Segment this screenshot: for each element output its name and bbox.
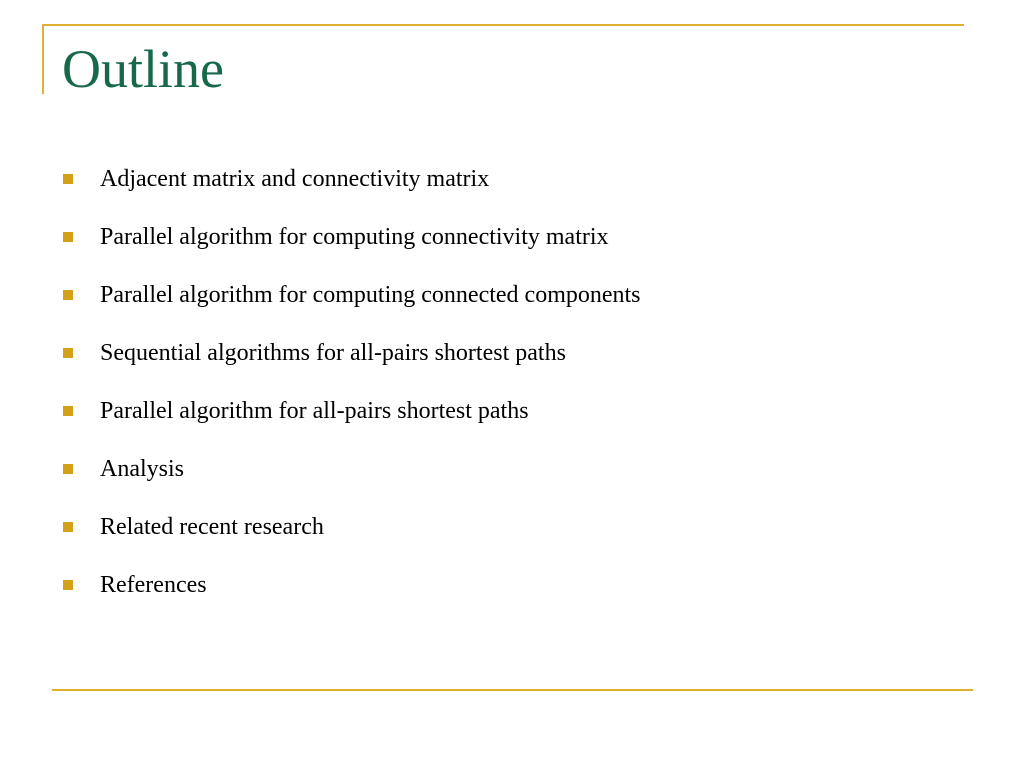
bullet-text: Analysis bbox=[100, 455, 184, 482]
frame-top-rule bbox=[42, 24, 964, 26]
bullet-item bbox=[63, 324, 641, 382]
bullet-item bbox=[63, 208, 641, 266]
square-bullet-icon bbox=[63, 406, 73, 416]
frame-bottom-rule bbox=[52, 689, 973, 691]
bullet-item bbox=[63, 150, 641, 208]
bullet-list bbox=[63, 150, 641, 614]
bullet-item bbox=[63, 440, 641, 498]
bullet-item bbox=[63, 498, 641, 556]
bullet-text: Parallel algorithm for computing connected components bbox=[100, 281, 641, 308]
bullet-text: References bbox=[100, 571, 207, 598]
slide-title: Outline bbox=[62, 39, 224, 99]
square-bullet-icon bbox=[63, 232, 73, 242]
bullet-text: Adjacent matrix and connectivity matrix bbox=[100, 165, 490, 192]
bullet-text: Related recent research bbox=[100, 513, 324, 540]
frame-left-rule bbox=[42, 24, 44, 94]
square-bullet-icon bbox=[63, 174, 73, 184]
bullet-item bbox=[63, 382, 641, 440]
bullet-text: Parallel algorithm for all-pairs shortest paths bbox=[100, 397, 529, 424]
square-bullet-icon bbox=[63, 522, 73, 532]
bullet-item bbox=[63, 266, 641, 324]
square-bullet-icon bbox=[63, 580, 73, 590]
bullet-text: Sequential algorithms for all-pairs shortest paths bbox=[100, 339, 566, 366]
bullet-text: Parallel algorithm for computing connectivity matrix bbox=[100, 223, 609, 250]
bullet-item bbox=[63, 556, 641, 614]
square-bullet-icon bbox=[63, 290, 73, 300]
square-bullet-icon bbox=[63, 348, 73, 358]
square-bullet-icon bbox=[63, 464, 73, 474]
